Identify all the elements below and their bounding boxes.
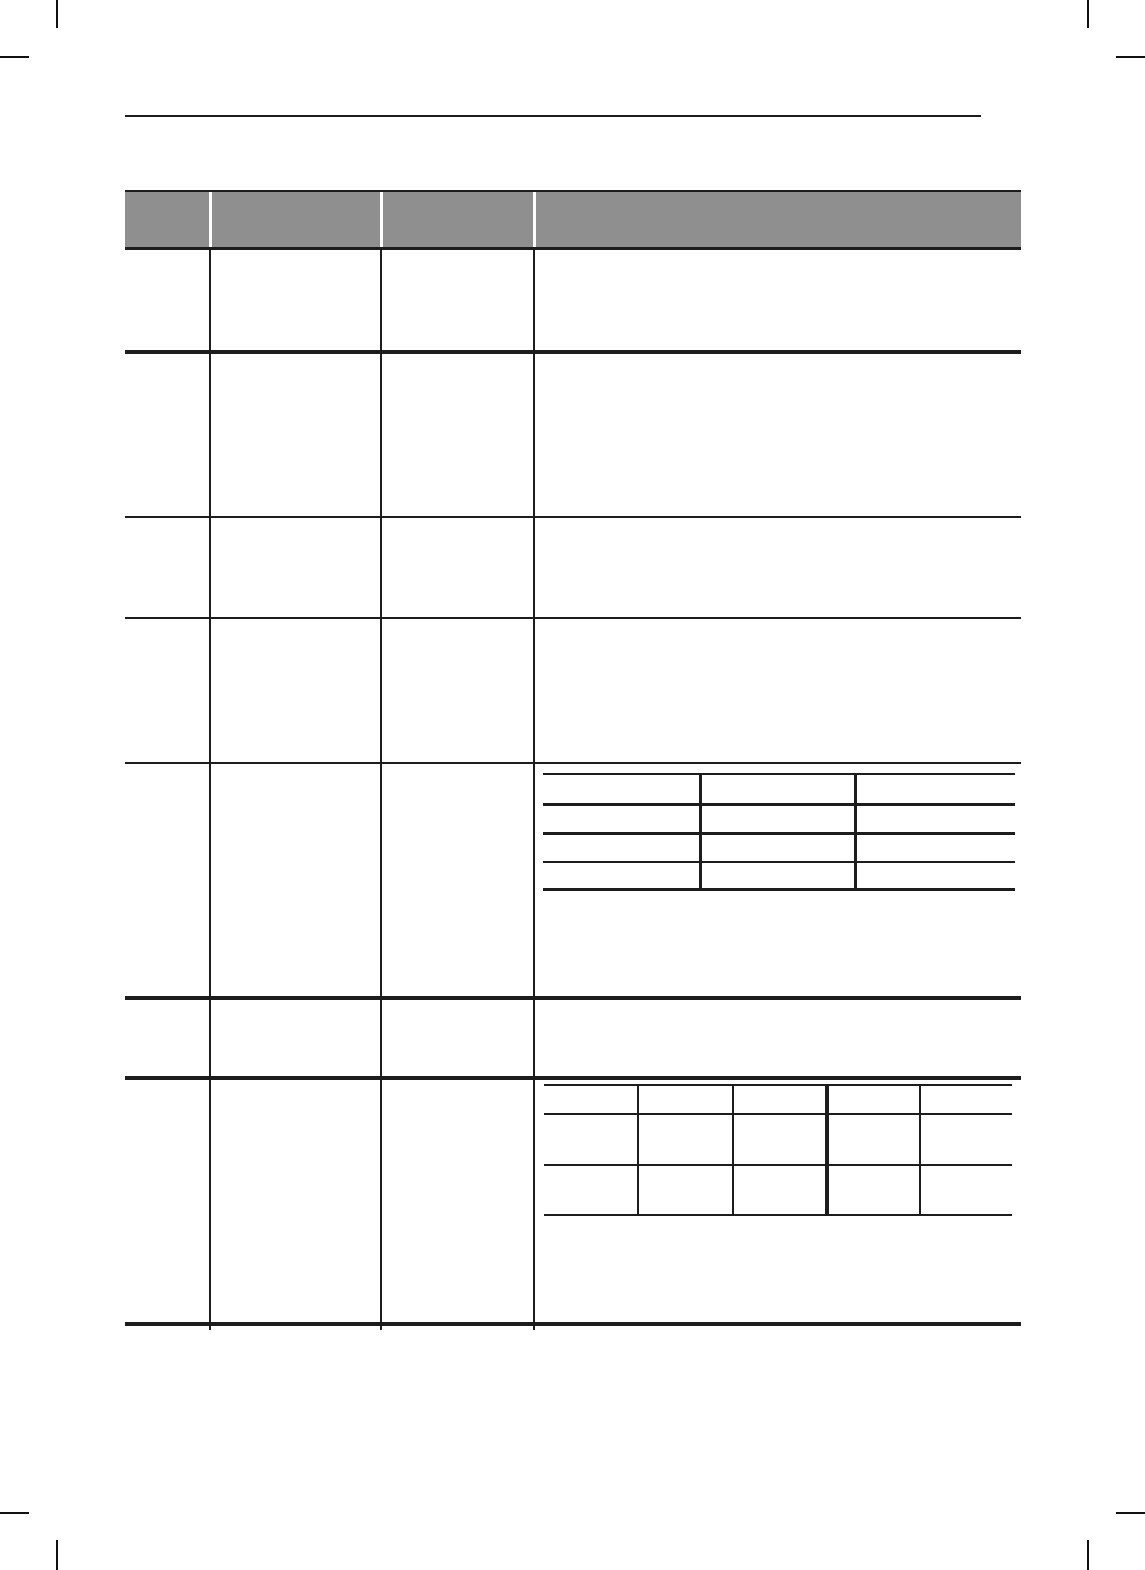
nested2-cell [641, 1117, 729, 1162]
nested1-bottom-border [543, 888, 1015, 891]
header-cell [129, 198, 207, 242]
table-cell [215, 768, 377, 992]
nested-table-1 [543, 773, 1015, 893]
crop-mark-bottom-left-vertical [56, 1540, 58, 1570]
nested2-cell [641, 1088, 729, 1111]
header-rule [125, 115, 981, 117]
table-cell [386, 623, 530, 758]
table-cell [539, 358, 1017, 512]
table-cell [386, 1004, 530, 1072]
row-border-thick [125, 350, 1021, 354]
nested1-row-border [543, 861, 1015, 863]
nested1-column-divider [854, 773, 857, 891]
table-cell [386, 1084, 530, 1318]
nested2-cell [547, 1168, 635, 1212]
table-cell [129, 1084, 207, 1318]
nested1-cell [860, 777, 1012, 801]
header-column-gap [209, 192, 212, 247]
column-divider [380, 247, 382, 1330]
row-border-thick [125, 1076, 1021, 1080]
nested2-column-divider-thick [825, 1084, 829, 1216]
table-cell [215, 358, 377, 512]
crop-mark-bottom-right-horizontal [1116, 1512, 1145, 1514]
crop-mark-top-left-vertical [56, 0, 58, 28]
nested1-cell [546, 865, 696, 886]
nested1-cell [546, 777, 696, 801]
column-divider [209, 247, 211, 1330]
header-cell [215, 198, 377, 242]
table-cell [215, 1004, 377, 1072]
header-column-gap [533, 192, 536, 247]
nested2-cell [736, 1117, 822, 1162]
nested2-cell [736, 1168, 822, 1212]
row-border [125, 762, 1021, 764]
table-cell [386, 358, 530, 512]
nested2-top-border [544, 1084, 1012, 1086]
nested2-cell [831, 1168, 916, 1212]
crop-mark-bottom-left-horizontal [0, 1512, 29, 1514]
header-cell [386, 198, 530, 242]
table-cell [386, 522, 530, 613]
table-cell [539, 522, 1017, 613]
nested1-cell [705, 777, 851, 801]
crop-mark-top-right-horizontal [1116, 56, 1145, 58]
nested2-cell [641, 1168, 729, 1212]
nested2-cell [923, 1168, 1009, 1212]
table-cell [386, 254, 530, 346]
nested1-cell [860, 865, 1012, 886]
nested-table-2 [544, 1084, 1012, 1217]
table-cell [129, 358, 207, 512]
nested1-cell [705, 808, 851, 830]
nested2-cell [831, 1088, 916, 1111]
crop-mark-top-left-horizontal [0, 56, 29, 58]
table-cell [215, 254, 377, 346]
nested2-row-border [544, 1113, 1012, 1115]
nested1-cell [860, 808, 1012, 830]
nested1-row-border-thick [543, 803, 1015, 806]
nested1-row-border-thick [543, 832, 1015, 835]
nested1-top-border [543, 773, 1015, 775]
table-cell [215, 623, 377, 758]
nested2-column-divider [732, 1084, 734, 1216]
nested2-column-divider [637, 1084, 639, 1216]
crop-mark-bottom-right-vertical [1087, 1540, 1089, 1570]
nested1-cell [705, 865, 851, 886]
header-bottom-border [125, 247, 1021, 250]
table-cell [386, 768, 530, 992]
row-border [125, 617, 1021, 619]
nested2-cell [831, 1117, 916, 1162]
nested2-column-divider [919, 1084, 921, 1216]
table-cell [215, 522, 377, 613]
nested1-cell [860, 837, 1012, 859]
nested2-cell [736, 1088, 822, 1111]
table-cell [129, 1004, 207, 1072]
crop-mark-top-right-vertical [1087, 0, 1089, 28]
table-cell [129, 254, 207, 346]
table-cell [129, 768, 207, 992]
table-cell [539, 1004, 1017, 1072]
table-cell [129, 522, 207, 613]
table-cell [215, 1084, 377, 1318]
nested1-column-divider [699, 773, 702, 891]
nested2-row-border [544, 1164, 1012, 1166]
column-divider [533, 247, 535, 1330]
table-cell [539, 623, 1017, 758]
row-border [125, 516, 1021, 518]
nested2-cell [547, 1117, 635, 1162]
nested2-cell [547, 1088, 635, 1111]
table-cell [129, 623, 207, 758]
table-cell [539, 254, 1017, 346]
nested2-cell [923, 1117, 1009, 1162]
main-table-bottom-border [125, 1322, 1021, 1326]
header-column-gap [380, 192, 383, 247]
row-border-thick [125, 996, 1021, 1000]
nested1-cell [546, 837, 696, 859]
nested2-cell [923, 1088, 1009, 1111]
nested1-cell [546, 808, 696, 830]
nested1-cell [705, 837, 851, 859]
nested2-bottom-border [544, 1214, 1012, 1216]
header-cell [539, 198, 1017, 242]
